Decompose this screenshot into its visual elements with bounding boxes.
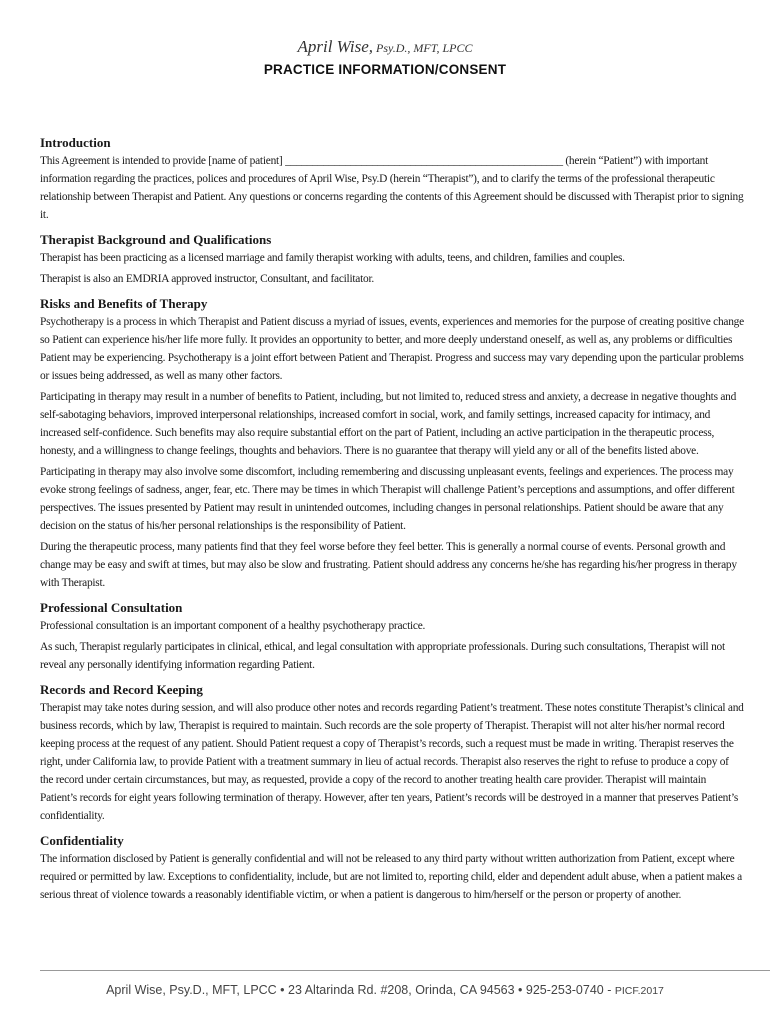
section-heading: Records and Record Keeping bbox=[40, 682, 203, 697]
page-footer bbox=[0, 983, 770, 997]
section-paragraph: Psychotherapy is a process in which Therapist and Patient discuss a myriad of issues, events, experiences and memories for the purpose of creating positive change so Patient can experience his/her life more fully. It provides an opportunity to better, and more deeply understand oneself, as well as, any problems or difficulties Patient may be experiencing. Psychotherapy is a joint effort between Patient and Therapist. Progress and success may vary depending upon the particular problems or issues being addressed, as well as many other factors. bbox=[40, 316, 744, 382]
section-therapist-background-and-qualifications bbox=[40, 231, 744, 288]
form-code: PICF.2017 bbox=[614, 985, 664, 997]
section-introduction bbox=[40, 134, 744, 224]
section-paragraph: The information disclosed by Patient is generally confidential and will not be released to any third party without written authorization from Patient, except where required or permitted by law. Exceptions to confidentiality, include, but are not limited to, reporting child, elder and dependent adult abuse, when a patient makes a serious threat of violence towards a reasonably identifiable victim, or when a patient is dangerous to him/herself or the person or property of another. bbox=[40, 853, 742, 901]
practitioner-credentials: Psy.D., MFT, LPCC bbox=[373, 41, 473, 55]
footer-contact: April Wise, Psy.D., MFT, LPCC • 23 Altarinda Rd. #208, Orinda, CA 94563 • 925-253-0740 - bbox=[106, 983, 615, 997]
section-paragraph: This Agreement is intended to provide [name of patient] ___________________________________________________ (herein “Patient”) with important information regarding the practices, polices and procedures of April Wise, Psy.D (herein “Therapist”), and to clarify the terms of the professional therapeutic relationship between Therapist and Patient. Any questions or concerns regarding the contents of this Agreement should be discussed with Therapist prior to signing it. bbox=[40, 155, 744, 221]
section-paragraph: Participating in therapy may also involve some discomfort, including remembering and discussing unpleasant events, feelings and experiences. The process may evoke strong feelings of sadness, anger, fear, etc. There may be times in which Therapist will challenge Patient’s perceptions and assumptions, and offer different perspectives. The issues presented by Patient may result in unintended outcomes, including changes in personal relationships. Patient should be aware that any decision on the status of his/her personal relationships is the responsibility of Patient. bbox=[40, 466, 735, 532]
footer-divider bbox=[40, 970, 770, 971]
section-heading: Confidentiality bbox=[40, 833, 124, 848]
section-professional-consultation bbox=[40, 599, 744, 674]
section-paragraph: Participating in therapy may result in a number of benefits to Patient, including, but not limited to, reduced stress and anxiety, a decrease in negative thoughts and self-sabotaging behaviors, improved interpersonal relationships, increased comfort in social, work, and family settings, increased capacity for intimacy, and increased self-confidence. Such benefits may also require substantial effort on the part of Patient, including an active participation in the therapeutic process, honesty, and a willingness to change feelings, thoughts and behaviors. There is no guarantee that therapy will yield any or all of the benefits listed above. bbox=[40, 391, 737, 457]
section-records-and-record-keeping bbox=[40, 681, 744, 825]
practitioner-name bbox=[0, 37, 770, 57]
section-risks-and-benefits-of-therapy bbox=[40, 295, 744, 592]
section-heading: Professional Consultation bbox=[40, 600, 183, 615]
document-title: PRACTICE INFORMATION/CONSENT bbox=[263, 62, 507, 77]
section-confidentiality bbox=[40, 832, 744, 904]
practitioner-name-text: April Wise, bbox=[297, 37, 374, 56]
section-heading: Introduction bbox=[40, 135, 111, 150]
document-body bbox=[40, 134, 744, 911]
section-heading: Risks and Benefits of Therapy bbox=[40, 296, 208, 311]
section-paragraph: Therapist is also an EMDRIA approved instructor, Consultant, and facilitator. bbox=[40, 273, 374, 285]
section-paragraph: Professional consultation is an important component of a healthy psychotherapy practice. bbox=[40, 620, 426, 632]
section-paragraph: Therapist may take notes during session, and will also produce other notes and records regarding Patient’s treatment. These notes constitute Therapist’s clinical and business records, which by law, Therapist is required to maintain. Such records are the sole property of Therapist. Therapist will not alter his/her normal record keeping process at the request of any patient. Should Patient request a copy of Therapist’s records, such a request must be made in writing. Therapist reserves the right, under California law, to provide Patient with a treatment summary in lieu of actual records. Therapist also reserves the right to refuse to produce a copy of the record under certain circumstances, but may, as requested, provide a copy of the record to another treating health care provider. Therapist will maintain Patient’s records for eight years following termination of therapy. However, after ten years, Patient’s records will be destroyed in a manner that preserves Patient’s confidentiality. bbox=[40, 702, 744, 822]
section-heading: Therapist Background and Qualifications bbox=[40, 232, 272, 247]
section-paragraph: As such, Therapist regularly participates in clinical, ethical, and legal consultation with appropriate professionals. During such consultations, Therapist will not reveal any personally identifying information regarding Patient. bbox=[40, 641, 725, 671]
section-paragraph: Therapist has been practicing as a licensed marriage and family therapist working with adults, teens, and children, families and couples. bbox=[40, 252, 625, 264]
section-paragraph: During the therapeutic process, many patients find that they feel worse before they feel better. This is generally a normal course of events. Personal growth and change may be easy and swift at times, but may also be slow and frustrating. Patient should address any concerns he/she has regarding his/her progress in therapy with Therapist. bbox=[40, 541, 737, 589]
